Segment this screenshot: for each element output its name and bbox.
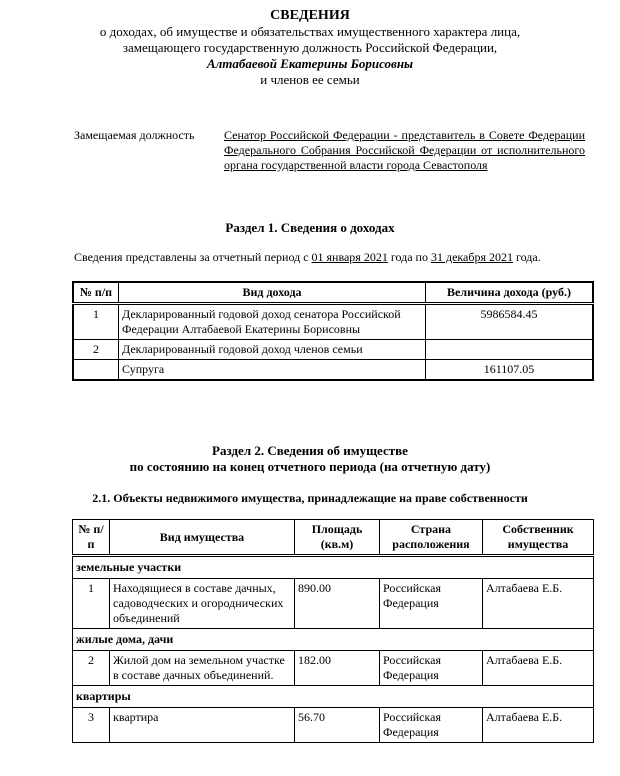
column-header: Вид имущества (110, 520, 295, 556)
section2-title-line2: по состоянию на конец отчетного периода (на отчетную дату) (129, 459, 491, 474)
column-header: Страна расположения (380, 520, 483, 556)
table-row: 2 Декларированный годовой доход членов семьи (73, 340, 593, 360)
column-header: № п/п (73, 520, 110, 556)
document-title: СВЕДЕНИЯ (270, 8, 350, 23)
column-header: Вид дохода (119, 282, 426, 304)
section2-title: Раздел 2. Сведения об имуществе (212, 443, 408, 458)
group-row: квартиры (73, 686, 594, 708)
column-header: Площадь (кв.м) (295, 520, 380, 556)
income-table (72, 281, 594, 381)
document-subtitle-line: и членов ее семьи (260, 72, 360, 87)
document-subtitle-line: о доходах, об имуществе и обязательствах имущественного характера лица, (99, 24, 521, 39)
group-row: жилые дома, дачи (73, 629, 594, 651)
person-name: Алтабаевой Екатерины Борисовны (206, 56, 414, 71)
period-to: 31 декабря 2021 (430, 250, 513, 264)
position-label: Замещаемая должность (74, 128, 195, 142)
document-subtitle-line: замещающего государственную должность Российской Федерации, (122, 40, 498, 55)
group-row: земельные участки (73, 556, 594, 579)
property-table (72, 519, 594, 743)
table-row: Супруга 161107.05 (73, 360, 593, 381)
reporting-period: Сведения представлены за отчетный период с 01 января 2021 года по 31 декабря 2021 года. (74, 250, 541, 264)
column-header: Величина дохода (руб.) (426, 282, 594, 304)
column-header: № п/п (73, 282, 119, 304)
table-row: 1 Декларированный годовой доход сенатора Российской Федерации Алтабаевой Екатерины Борисовны 5986584.45 (73, 304, 593, 340)
position-value: Сенатор Российской Федерации - представитель в Совете Федерации Федерального Собрания Российской Федерации от исполнительного органа государственной власти города Севастополя (224, 128, 585, 172)
period-from: 01 января 2021 (311, 250, 388, 264)
section1-title: Раздел 1. Сведения о доходах (225, 220, 395, 235)
section2-subtitle: 2.1. Объекты недвижимого имущества, принадлежащие на праве собственности (92, 491, 528, 505)
table-row: 3 квартира 56.70 Российская Федерация Алтабаева Е.Б. (73, 708, 594, 743)
table-row: 1 Находящиеся в составе дачных, садоводческих и огороднических объединений 890.00 Российская Федерация Алтабаева Е.Б. (73, 579, 594, 629)
column-header: Собственник имущества (483, 520, 594, 556)
table-row: 2 Жилой дом на земельном участке в составе дачных объединений. 182.00 Российская Федерация Алтабаева Е.Б. (73, 651, 594, 686)
